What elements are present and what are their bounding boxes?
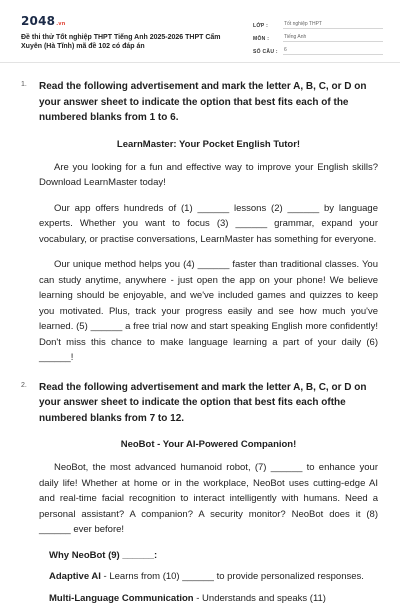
exam-meta <box>253 16 383 55</box>
passage-title: LearnMaster: Your Pocket English Tutor! <box>116 138 301 150</box>
exam-title: Đề thi thử Tốt nghiệp THPT Tiếng Anh 2025-2026 THPT Cẩm Xuyên (Hà Tĩnh) mã đề 102 có đáp án <box>21 34 221 50</box>
feature-label: Why NeoBot (9) ______: <box>49 549 158 561</box>
exam-content <box>0 63 400 612</box>
feature-item <box>49 591 378 607</box>
question-instruction: Read the following advertisement and mark the letter A, B, C, or D on your answer sheet to indicate the option that best fits each of the numbered blanks from 1 to 6. <box>39 81 367 123</box>
question-instruction: Read the following advertisement and mark the letter A, B, C, or D on your answer sheet to indicate the option that best fits each ofthe numbered blanks from 7 to 12. <box>39 381 367 424</box>
question-2 <box>0 380 400 607</box>
meta-count-row <box>253 42 383 55</box>
feature-item <box>49 548 378 564</box>
passage-paragraph: NeoBot, the most advanced humanoid robot, (7) ______ to enhance your daily life! Whether at home or in the workplace, NeoBot uses cutting-edge AI and real-time facial recognition to interact intelligently with humans. Need a personal assistant? A companion? A security monitor? NeoBot does it (8) ______ ever before! <box>39 462 378 535</box>
passage-paragraph: Are you looking for a fun and effective way to improve your English skills? Download LearnMaster today! <box>39 161 378 188</box>
meta-subject-label: MÔN : <box>253 36 270 42</box>
passage-paragraph: Our unique method helps you (4) ______ faster than traditional classes. You can study anytime, anywhere - just open the app on your phone! We believe learning should be enjoyable, and we've included games and quizzes to keep you motivated. Plus, track your progress easily and see how much you've learned. (5) ______ a free trial now and start speaking English more confidently! Don't miss this chance to make language learning a part of your daily (6) ______! <box>39 259 378 363</box>
meta-subject-row <box>253 29 383 42</box>
meta-subject-value: Tiếng Anh <box>283 34 383 42</box>
feature-text: - Understands and speaks (11) <box>193 592 326 604</box>
feature-item <box>49 569 378 585</box>
passage-title: NeoBot - Your AI-Powered Companion! <box>120 439 297 450</box>
question-number: 1. <box>21 81 27 88</box>
meta-count-label: SỐ CÂU : <box>253 49 278 55</box>
feature-label: Adaptive AI <box>49 571 101 582</box>
question-number: 2. <box>21 381 27 389</box>
site-logo[interactable]: 2048.vn <box>21 14 66 28</box>
passage-paragraph: Our app offers hundreds of (1) ______ lessons (2) ______ by language experts. Whether you want to focus (3) ______ grammar, expand your vocabulary, or practise conversations, LearnMaster has something for everyone. <box>39 202 378 245</box>
feature-label: Multi-Language Communication <box>49 592 194 604</box>
page-header <box>0 0 400 63</box>
meta-class-value: Tốt nghiệp THPT <box>283 21 383 29</box>
meta-class-row <box>253 16 383 29</box>
meta-class-label: LỚP : <box>253 23 269 29</box>
question-1 <box>0 79 400 366</box>
meta-count-value: 6 <box>283 47 383 55</box>
feature-text: - Learns from (10) ______ to provide personalized responses. <box>100 571 364 582</box>
